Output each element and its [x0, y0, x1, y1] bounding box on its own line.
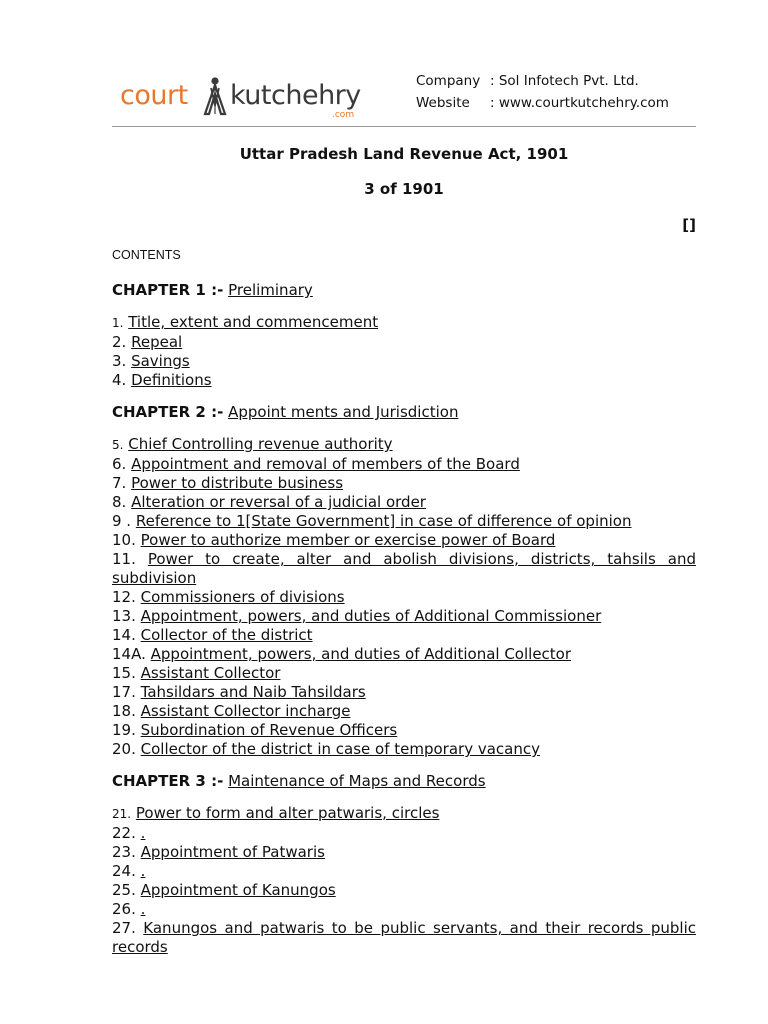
- list-item: [112, 900, 696, 919]
- section-link[interactable]: Repeal: [131, 333, 183, 351]
- section-number: 27.: [112, 919, 136, 937]
- section-number: 9 .: [112, 512, 132, 530]
- section-link[interactable]: Collector of the district: [140, 626, 313, 644]
- section-link[interactable]: .: [140, 824, 146, 842]
- document-title: Uttar Pradesh Land Revenue Act, 1901: [239, 145, 569, 163]
- section-link[interactable]: Appointment, powers, and duties of Additional Collector: [150, 645, 572, 663]
- list-item: [112, 919, 696, 957]
- section-link[interactable]: Tahsildars and Naib Tahsildars: [140, 683, 366, 701]
- chapter-link[interactable]: Appoint ments and Jurisdiction: [228, 403, 459, 421]
- section-number: 4.: [112, 371, 127, 389]
- list-item: [112, 550, 696, 588]
- list-item: [112, 664, 696, 683]
- section-link[interactable]: .: [140, 862, 146, 880]
- table-of-contents: [112, 280, 696, 969]
- list-item: [112, 352, 696, 371]
- list-item: [112, 531, 696, 550]
- section-number: 26.: [112, 900, 136, 918]
- section-number: 8.: [112, 493, 127, 511]
- list-item: [112, 371, 696, 390]
- section-number: 17.: [112, 683, 136, 701]
- chapter-label: CHAPTER 2 :-: [112, 403, 224, 421]
- website-label: Website: [416, 95, 470, 111]
- section-number: 14A.: [112, 645, 146, 663]
- header-divider: [112, 126, 696, 127]
- section-number: 23.: [112, 843, 136, 861]
- section-number: 21.: [112, 807, 132, 821]
- list-item: [112, 435, 696, 455]
- list-item: [112, 645, 696, 664]
- list-item: [112, 862, 696, 881]
- list-item: [112, 455, 696, 474]
- section-number: 2.: [112, 333, 127, 351]
- section-link[interactable]: Commissioners of divisions: [140, 588, 345, 606]
- section-number: 7.: [112, 474, 127, 492]
- list-item: [112, 588, 696, 607]
- logo-suffix: .com: [332, 110, 355, 120]
- section-number: 14.: [112, 626, 136, 644]
- website-value[interactable]: : www.courtkutchehry.com: [490, 95, 669, 111]
- section-link[interactable]: Chief Controlling revenue authority: [128, 435, 393, 453]
- section-number: 18.: [112, 702, 136, 720]
- list-item: [112, 721, 696, 740]
- list-item: [112, 493, 696, 512]
- section-link[interactable]: Power to distribute business: [131, 474, 344, 492]
- list-item: [112, 702, 696, 721]
- header: [112, 68, 696, 128]
- list-item: [112, 626, 696, 645]
- section-link[interactable]: Appointment of Kanungos: [140, 881, 336, 899]
- section-link[interactable]: Appointment, powers, and duties of Additional Commissioner: [140, 607, 602, 625]
- section-number: 1.: [112, 316, 124, 330]
- section-number: 5.: [112, 438, 124, 452]
- section-link[interactable]: .: [140, 900, 146, 918]
- logo-word-court: court: [120, 80, 188, 111]
- section-number: 25.: [112, 881, 136, 899]
- bracket-marker: []: [682, 216, 696, 234]
- chapter-heading: [112, 402, 696, 422]
- list-item: [112, 824, 696, 843]
- chapter-link[interactable]: Maintenance of Maps and Records: [228, 772, 486, 790]
- section-number: 3.: [112, 352, 127, 370]
- chapter-link[interactable]: Preliminary: [228, 281, 313, 299]
- section-link[interactable]: Alteration or reversal of a judicial order: [131, 493, 426, 511]
- section-link[interactable]: Power to authorize member or exercise power of Board: [140, 531, 556, 549]
- company-info: [416, 70, 669, 114]
- section-link[interactable]: Appointment and removal of members of the Board: [131, 455, 520, 473]
- section-list: [112, 804, 696, 957]
- section-link[interactable]: Title, extent and commencement: [128, 313, 379, 331]
- section-list: [112, 435, 696, 759]
- section-link[interactable]: Savings: [131, 352, 190, 370]
- list-item: [112, 607, 696, 626]
- section-number: 13.: [112, 607, 136, 625]
- chapter-heading: [112, 771, 696, 791]
- list-item: [112, 474, 696, 493]
- list-item: [112, 683, 696, 702]
- list-item: [112, 740, 696, 759]
- section-number: 22.: [112, 824, 136, 842]
- section-number: 6.: [112, 455, 127, 473]
- section-link[interactable]: Reference to 1[State Government] in case of difference of opinion: [135, 512, 632, 530]
- section-number: 11.: [112, 550, 136, 568]
- section-link[interactable]: Assistant Collector incharge: [140, 702, 351, 720]
- list-item: [112, 512, 696, 531]
- contents-label: CONTENTS: [112, 248, 181, 262]
- list-item: [112, 333, 696, 352]
- act-number: 3 of 1901: [364, 180, 444, 198]
- list-item: [112, 313, 696, 333]
- section-link[interactable]: Subordination of Revenue Officers: [140, 721, 398, 739]
- lawyer-figure-icon: [200, 76, 230, 116]
- section-link[interactable]: Collector of the district in case of temporary vacancy: [140, 740, 540, 758]
- section-list: [112, 313, 696, 390]
- logo-word-kutchehry: kutchehry: [230, 80, 361, 111]
- section-link[interactable]: Definitions: [131, 371, 212, 389]
- list-item: [112, 843, 696, 862]
- section-number: 24.: [112, 862, 136, 880]
- company-label: Company: [416, 73, 481, 89]
- section-link[interactable]: Power to create, alter and abolish divisions, districts, tahsils and subdivision: [112, 550, 696, 587]
- chapter-heading: [112, 280, 696, 300]
- courtkutchehry-logo[interactable]: [120, 76, 380, 122]
- section-number: 12.: [112, 588, 136, 606]
- list-item: [112, 881, 696, 900]
- list-item: [112, 804, 696, 824]
- section-number: 15.: [112, 664, 136, 682]
- section-link[interactable]: Assistant Collector: [140, 664, 281, 682]
- company-value: : Sol Infotech Pvt. Ltd.: [490, 73, 639, 89]
- section-link[interactable]: Power to form and alter patwaris, circles: [135, 804, 440, 822]
- chapter-label: CHAPTER 3 :-: [112, 772, 224, 790]
- section-link[interactable]: Kanungos and patwaris to be public servants, and their records public records: [112, 919, 696, 956]
- section-number: 19.: [112, 721, 136, 739]
- chapter-label: CHAPTER 1 :-: [112, 281, 224, 299]
- section-link[interactable]: Appointment of Patwaris: [140, 843, 325, 861]
- section-number: 20.: [112, 740, 136, 758]
- section-number: 10.: [112, 531, 136, 549]
